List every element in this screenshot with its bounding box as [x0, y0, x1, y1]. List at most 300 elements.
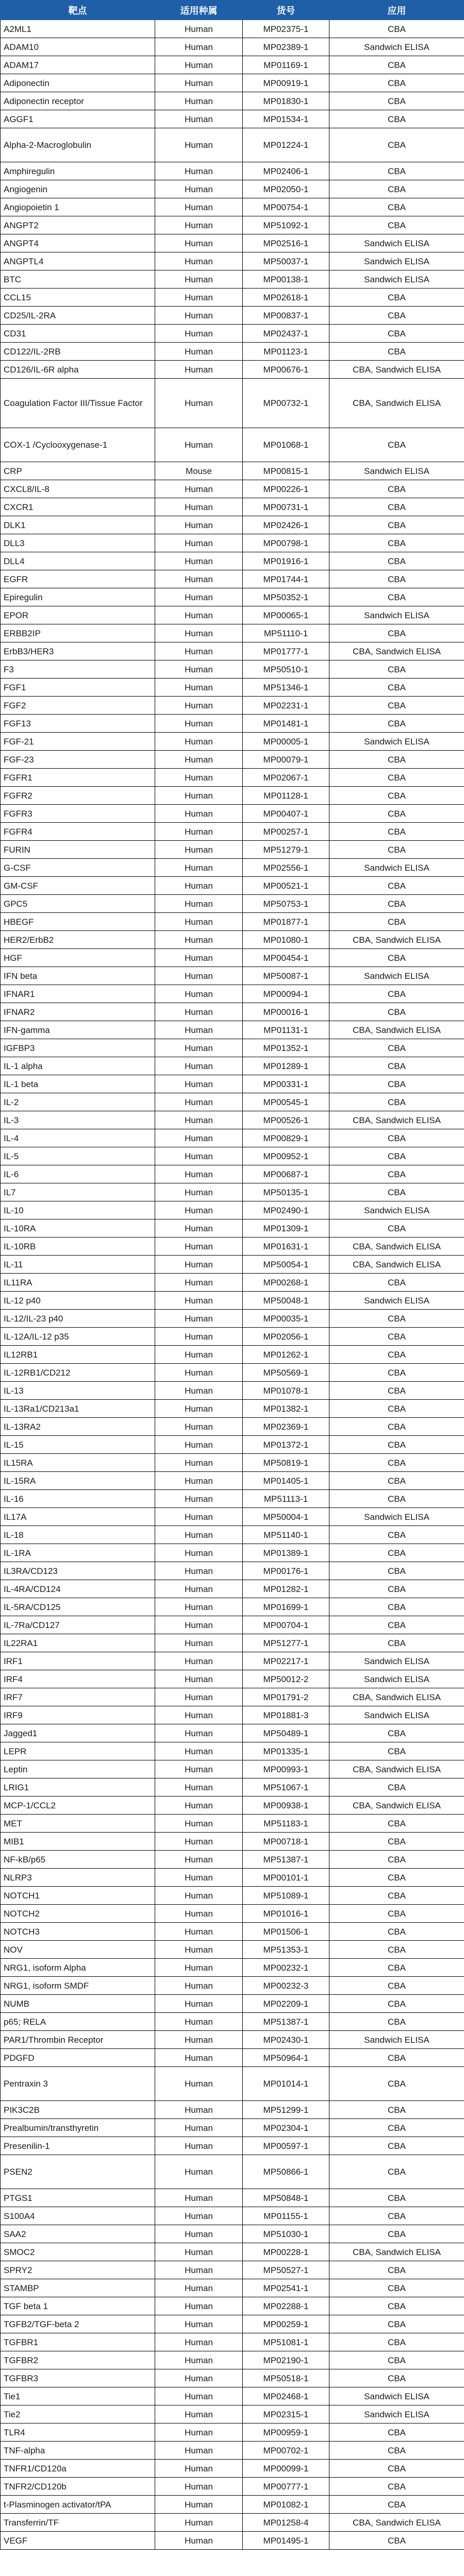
cell-catalog-number: MP50004-1	[243, 1508, 329, 1526]
cell-target: FGFR3	[1, 805, 155, 823]
table-row	[1, 1941, 464, 1959]
cell-species: Mouse	[155, 462, 243, 480]
cell-application: CBA, Sandwich ELISA	[329, 1238, 464, 1256]
table-row	[1, 624, 464, 642]
cell-species: Human	[155, 2496, 243, 2514]
cell-catalog-number: MP50848-1	[243, 2189, 329, 2207]
cell-species: Human	[155, 1905, 243, 1923]
cell-target: IL11RA	[1, 1274, 155, 1292]
cell-species: Human	[155, 2031, 243, 2049]
cell-catalog-number: MP02315-1	[243, 2405, 329, 2424]
cell-catalog-number: MP00407-1	[243, 805, 329, 823]
cell-species: Human	[155, 2207, 243, 2225]
cell-target: GM-CSF	[1, 877, 155, 895]
cell-species: Human	[155, 1526, 243, 1544]
table-header	[1, 1, 464, 20]
cell-catalog-number: MP01262-1	[243, 1346, 329, 1364]
cell-catalog-number: MP01495-1	[243, 2532, 329, 2550]
cell-catalog-number: MP51067-1	[243, 1778, 329, 1797]
table-row	[1, 642, 464, 660]
cell-species: Human	[155, 1851, 243, 1869]
cell-species: Human	[155, 570, 243, 588]
cell-species: Human	[155, 74, 243, 92]
cell-application: Sandwich ELISA	[329, 1292, 464, 1310]
cell-application: CBA	[329, 516, 464, 534]
table-row	[1, 1039, 464, 1057]
cell-application: CBA	[329, 1219, 464, 1238]
cell-application: CBA, Sandwich ELISA	[329, 642, 464, 660]
cell-catalog-number: MP01881-3	[243, 1706, 329, 1724]
cell-application: CBA	[329, 985, 464, 1003]
cell-catalog-number: MP01352-1	[243, 1039, 329, 1057]
cell-target: IL-4	[1, 1129, 155, 1147]
cell-catalog-number: MP01777-1	[243, 642, 329, 660]
table-row	[1, 2155, 464, 2189]
header-catalog-number: 货号	[243, 1, 329, 20]
cell-target: IL15RA	[1, 1454, 155, 1472]
cell-catalog-number: MP02056-1	[243, 1328, 329, 1346]
table-row	[1, 234, 464, 252]
cell-application: CBA	[329, 343, 464, 361]
cell-application: CBA	[329, 198, 464, 216]
cell-application: CBA	[329, 2155, 464, 2189]
cell-application: CBA	[329, 1400, 464, 1418]
cell-catalog-number: MP01169-1	[243, 56, 329, 74]
table-row	[1, 787, 464, 805]
cell-target: COX-1 /Cyclooxygenase-1	[1, 428, 155, 462]
cell-species: Human	[155, 1454, 243, 1472]
cell-application: CBA	[329, 1851, 464, 1869]
cell-species: Human	[155, 2297, 243, 2315]
table-row	[1, 1129, 464, 1147]
cell-species: Human	[155, 1923, 243, 1941]
cell-species: Human	[155, 2261, 243, 2279]
cell-application: CBA	[329, 1833, 464, 1851]
table-row	[1, 1959, 464, 1977]
cell-catalog-number: MP02067-1	[243, 769, 329, 787]
cell-application: CBA	[329, 552, 464, 570]
table-row	[1, 2514, 464, 2532]
cell-target: TLR4	[1, 2424, 155, 2442]
cell-application: CBA	[329, 480, 464, 498]
cell-species: Human	[155, 198, 243, 216]
cell-target: Tie2	[1, 2405, 155, 2424]
cell-species: Human	[155, 2424, 243, 2442]
table-row	[1, 1652, 464, 1670]
table-row	[1, 2460, 464, 2478]
cell-species: Human	[155, 1183, 243, 1201]
cell-target: ANGPT4	[1, 234, 155, 252]
cell-catalog-number: MP00232-1	[243, 1959, 329, 1977]
table-row	[1, 1111, 464, 1129]
table-row	[1, 307, 464, 325]
cell-target: ErbB3/HER3	[1, 642, 155, 660]
cell-catalog-number: MP02430-1	[243, 2031, 329, 2049]
cell-species: Human	[155, 1670, 243, 1688]
cell-species: Human	[155, 216, 243, 234]
table-row	[1, 913, 464, 931]
table-row	[1, 1021, 464, 1039]
cell-species: Human	[155, 2189, 243, 2207]
cell-target: NUMB	[1, 1995, 155, 2013]
cell-application: CBA	[329, 2261, 464, 2279]
cell-species: Human	[155, 1003, 243, 1021]
cell-catalog-number: MP01372-1	[243, 1436, 329, 1454]
table-row	[1, 428, 464, 462]
cell-catalog-number: MP50037-1	[243, 252, 329, 270]
cell-catalog-number: MP01128-1	[243, 787, 329, 805]
table-row	[1, 679, 464, 697]
cell-target: t-Plasminogen activator/tPA	[1, 2496, 155, 2514]
table-row	[1, 1815, 464, 1833]
cell-catalog-number: MP51299-1	[243, 2101, 329, 2119]
cell-catalog-number: MP01791-2	[243, 1688, 329, 1706]
cell-species: Human	[155, 516, 243, 534]
cell-catalog-number: MP01123-1	[243, 343, 329, 361]
cell-catalog-number: MP51353-1	[243, 1941, 329, 1959]
table-row	[1, 1147, 464, 1165]
cell-catalog-number: MP51279-1	[243, 841, 329, 859]
cell-catalog-number: MP51346-1	[243, 679, 329, 697]
cell-target: DLL4	[1, 552, 155, 570]
cell-target: CCL15	[1, 289, 155, 307]
cell-species: Human	[155, 361, 243, 379]
cell-catalog-number: MP02375-1	[243, 20, 329, 38]
cell-species: Human	[155, 2387, 243, 2405]
cell-target: ADAM10	[1, 38, 155, 56]
cell-species: Human	[155, 1057, 243, 1075]
cell-species: Human	[155, 2514, 243, 2532]
cell-species: Human	[155, 325, 243, 343]
cell-catalog-number: MP00035-1	[243, 1310, 329, 1328]
cell-application: CBA	[329, 769, 464, 787]
cell-target: MCP-1/CCL2	[1, 1797, 155, 1815]
cell-application: CBA, Sandwich ELISA	[329, 1021, 464, 1039]
cell-target: PAR1/Thrombin Receptor	[1, 2031, 155, 2049]
cell-application: CBA	[329, 1075, 464, 1093]
cell-application: CBA	[329, 1977, 464, 1995]
cell-application: CBA	[329, 2297, 464, 2315]
table-row	[1, 552, 464, 570]
cell-target: Angiopoietin 1	[1, 198, 155, 216]
cell-application: CBA	[329, 679, 464, 697]
cell-catalog-number: MP50518-1	[243, 2369, 329, 2387]
cell-application: Sandwich ELISA	[329, 1652, 464, 1670]
cell-target: Presenilin-1	[1, 2137, 155, 2155]
cell-catalog-number: MP50012-2	[243, 1670, 329, 1688]
table-row	[1, 985, 464, 1003]
cell-target: EGFR	[1, 570, 155, 588]
cell-application: Sandwich ELISA	[329, 2405, 464, 2424]
cell-application: CBA	[329, 1778, 464, 1797]
cell-catalog-number: MP00094-1	[243, 985, 329, 1003]
cell-species: Human	[155, 92, 243, 110]
cell-target: FGFR1	[1, 769, 155, 787]
cell-catalog-number: MP01082-1	[243, 2496, 329, 2514]
cell-species: Human	[155, 1238, 243, 1256]
cell-species: Human	[155, 270, 243, 289]
cell-target: MET	[1, 1815, 155, 1833]
cell-target: IL-10RA	[1, 1219, 155, 1238]
cell-species: Human	[155, 1815, 243, 1833]
table-row	[1, 877, 464, 895]
cell-species: Human	[155, 20, 243, 38]
cell-catalog-number: MP01258-4	[243, 2514, 329, 2532]
cell-species: Human	[155, 1274, 243, 1292]
cell-application: Sandwich ELISA	[329, 1508, 464, 1526]
cell-catalog-number: MP51089-1	[243, 1887, 329, 1905]
table-row	[1, 1760, 464, 1778]
cell-catalog-number: MP50048-1	[243, 1292, 329, 1310]
cell-catalog-number: MP01916-1	[243, 552, 329, 570]
table-row	[1, 1778, 464, 1797]
cell-application: CBA	[329, 1887, 464, 1905]
cell-catalog-number: MP50964-1	[243, 2049, 329, 2067]
cell-species: Human	[155, 1941, 243, 1959]
cell-catalog-number: MP50753-1	[243, 895, 329, 913]
cell-application: CBA	[329, 2424, 464, 2442]
cell-target: LEPR	[1, 1742, 155, 1760]
cell-catalog-number: MP00005-1	[243, 733, 329, 751]
cell-target: ANGPTL4	[1, 252, 155, 270]
cell-catalog-number: MP01382-1	[243, 1400, 329, 1418]
cell-catalog-number: MP00259-1	[243, 2315, 329, 2333]
cell-target: F3	[1, 660, 155, 679]
cell-target: IL-10	[1, 1201, 155, 1219]
table-row	[1, 1724, 464, 1742]
cell-application: CBA	[329, 2207, 464, 2225]
cell-catalog-number: MP02190-1	[243, 2351, 329, 2369]
cell-catalog-number: MP00597-1	[243, 2137, 329, 2155]
table-row	[1, 1508, 464, 1526]
table-row	[1, 1364, 464, 1382]
cell-application: CBA	[329, 2279, 464, 2297]
cell-target: CXCR1	[1, 498, 155, 516]
cell-target: IFN beta	[1, 967, 155, 985]
cell-catalog-number: MP00228-1	[243, 2243, 329, 2261]
cell-target: PIK3C2B	[1, 2101, 155, 2119]
cell-application: CBA	[329, 2333, 464, 2351]
cell-species: Human	[155, 1201, 243, 1219]
cell-species: Human	[155, 588, 243, 606]
cell-application: CBA	[329, 1995, 464, 2013]
cell-catalog-number: MP00065-1	[243, 606, 329, 624]
cell-application: CBA	[329, 2119, 464, 2137]
cell-target: IL17A	[1, 1508, 155, 1526]
cell-application: CBA	[329, 1472, 464, 1490]
cell-catalog-number: MP51030-1	[243, 2225, 329, 2243]
cell-target: A2ML1	[1, 20, 155, 38]
cell-application: CBA	[329, 1616, 464, 1634]
table-row	[1, 1436, 464, 1454]
cell-species: Human	[155, 552, 243, 570]
table-row	[1, 2351, 464, 2369]
cell-application: CBA	[329, 2351, 464, 2369]
cell-species: Human	[155, 498, 243, 516]
table-row	[1, 823, 464, 841]
header-row	[1, 1, 464, 20]
cell-catalog-number: MP00702-1	[243, 2442, 329, 2460]
table-row	[1, 2405, 464, 2424]
cell-target: IL-13RA2	[1, 1418, 155, 1436]
table-row	[1, 2119, 464, 2137]
cell-application: CBA	[329, 1003, 464, 1021]
cell-target: TGF beta 1	[1, 2297, 155, 2315]
table-row	[1, 1544, 464, 1562]
cell-catalog-number: MP50866-1	[243, 2155, 329, 2189]
table-row	[1, 2532, 464, 2550]
cell-catalog-number: MP00521-1	[243, 877, 329, 895]
cell-target: BTC	[1, 270, 155, 289]
table-row	[1, 570, 464, 588]
table-row	[1, 931, 464, 949]
cell-application: CBA	[329, 1147, 464, 1165]
cell-catalog-number: MP01289-1	[243, 1057, 329, 1075]
cell-species: Human	[155, 1256, 243, 1274]
header-target: 靶点	[1, 1, 155, 20]
cell-catalog-number: MP51277-1	[243, 1634, 329, 1652]
table-row	[1, 2243, 464, 2261]
cell-species: Human	[155, 379, 243, 428]
cell-application: CBA	[329, 2315, 464, 2333]
table-row	[1, 660, 464, 679]
table-row	[1, 2101, 464, 2119]
cell-catalog-number: MP01068-1	[243, 428, 329, 462]
cell-catalog-number: MP00016-1	[243, 1003, 329, 1021]
table-row	[1, 1400, 464, 1418]
cell-catalog-number: MP00687-1	[243, 1165, 329, 1183]
cell-target: FGFR2	[1, 787, 155, 805]
cell-target: Angiogenin	[1, 180, 155, 198]
table-row	[1, 2261, 464, 2279]
cell-species: Human	[155, 1039, 243, 1057]
cell-target: HGF	[1, 949, 155, 967]
table-row	[1, 2297, 464, 2315]
cell-target: FGF-21	[1, 733, 155, 751]
cell-target: ERBB2IP	[1, 624, 155, 642]
table-row	[1, 2333, 464, 2351]
cell-application: CBA	[329, 307, 464, 325]
table-row	[1, 1923, 464, 1941]
table-row	[1, 325, 464, 343]
table-row	[1, 769, 464, 787]
cell-application: Sandwich ELISA	[329, 733, 464, 751]
cell-application: CBA	[329, 1815, 464, 1833]
cell-application: CBA	[329, 1580, 464, 1598]
cell-species: Human	[155, 823, 243, 841]
cell-application: CBA	[329, 949, 464, 967]
cell-application: Sandwich ELISA	[329, 38, 464, 56]
table-row	[1, 2013, 464, 2031]
cell-catalog-number: MP50352-1	[243, 588, 329, 606]
cell-application: CBA	[329, 1057, 464, 1075]
cell-species: Human	[155, 2478, 243, 2496]
cell-target: G-CSF	[1, 859, 155, 877]
table-row	[1, 1238, 464, 1256]
cell-species: Human	[155, 895, 243, 913]
cell-species: Human	[155, 289, 243, 307]
cell-target: PSEN2	[1, 2155, 155, 2189]
cell-target: IGFBP3	[1, 1039, 155, 1057]
cell-application: CBA	[329, 2460, 464, 2478]
cell-target: FGF2	[1, 697, 155, 715]
cell-application: CBA	[329, 1742, 464, 1760]
table-row	[1, 1977, 464, 1995]
cell-application: Sandwich ELISA	[329, 606, 464, 624]
cell-catalog-number: MP01389-1	[243, 1544, 329, 1562]
table-row	[1, 1274, 464, 1292]
cell-catalog-number: MP00777-1	[243, 2478, 329, 2496]
table-row	[1, 1562, 464, 1580]
cell-species: Human	[155, 2013, 243, 2031]
cell-application: CBA	[329, 2137, 464, 2155]
cell-catalog-number: MP00268-1	[243, 1274, 329, 1292]
cell-target: p65; RELA	[1, 2013, 155, 2031]
cell-target: NOTCH2	[1, 1905, 155, 1923]
cell-species: Human	[155, 56, 243, 74]
table-row	[1, 859, 464, 877]
cell-application: CBA, Sandwich ELISA	[329, 1256, 464, 1274]
cell-catalog-number: MP02369-1	[243, 1418, 329, 1436]
cell-target: CD126/IL-6R alpha	[1, 361, 155, 379]
cell-catalog-number: MP02618-1	[243, 289, 329, 307]
cell-catalog-number: MP02389-1	[243, 38, 329, 56]
cell-catalog-number: MP01014-1	[243, 2067, 329, 2101]
cell-species: Human	[155, 751, 243, 769]
cell-target: DLK1	[1, 516, 155, 534]
cell-species: Human	[155, 624, 243, 642]
cell-application: CBA	[329, 1959, 464, 1977]
cell-application: CBA	[329, 1346, 464, 1364]
cell-species: Human	[155, 913, 243, 931]
cell-catalog-number: MP01506-1	[243, 1923, 329, 1941]
cell-target: HER2/ErbB2	[1, 931, 155, 949]
cell-catalog-number: MP00176-1	[243, 1562, 329, 1580]
table-row	[1, 697, 464, 715]
cell-species: Human	[155, 2333, 243, 2351]
cell-species: Human	[155, 2442, 243, 2460]
cell-application: CBA	[329, 787, 464, 805]
cell-application: CBA	[329, 1418, 464, 1436]
cell-application: Sandwich ELISA	[329, 270, 464, 289]
cell-target: NOTCH3	[1, 1923, 155, 1941]
cell-target: TGFBR3	[1, 2369, 155, 2387]
table-row	[1, 1256, 464, 1274]
table-row	[1, 480, 464, 498]
cell-species: Human	[155, 642, 243, 660]
table-row	[1, 1003, 464, 1021]
cell-target: IFNAR1	[1, 985, 155, 1003]
table-row	[1, 1219, 464, 1238]
table-row	[1, 1526, 464, 1544]
cell-application: CBA, Sandwich ELISA	[329, 1760, 464, 1778]
cell-species: Human	[155, 1328, 243, 1346]
cell-species: Human	[155, 1418, 243, 1436]
cell-target: IL3RA/CD123	[1, 1562, 155, 1580]
cell-target: TNFR2/CD120b	[1, 2478, 155, 2496]
cell-species: Human	[155, 787, 243, 805]
cell-application: CBA	[329, 1328, 464, 1346]
table-row	[1, 733, 464, 751]
table-row	[1, 1688, 464, 1706]
cell-application: CBA	[329, 2369, 464, 2387]
cell-application: CBA	[329, 2442, 464, 2460]
cell-target: CD31	[1, 325, 155, 343]
cell-target: S100A4	[1, 2207, 155, 2225]
cell-catalog-number: MP51387-1	[243, 2013, 329, 2031]
table-row	[1, 967, 464, 985]
cell-application: CBA	[329, 1183, 464, 1201]
